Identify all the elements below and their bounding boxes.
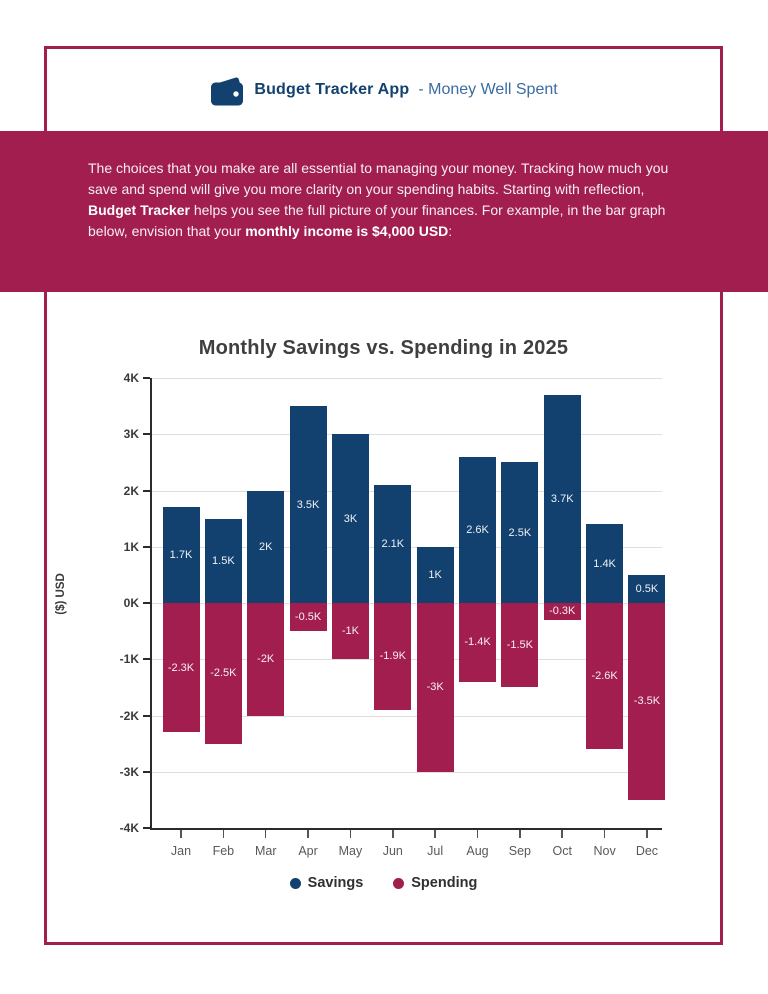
legend-label: Spending <box>411 875 478 891</box>
banner-bold-text: monthly income is $4,000 USD <box>245 223 449 239</box>
x-tick-mark <box>477 830 479 838</box>
legend-item-spending <box>393 875 477 891</box>
y-tick-mark <box>143 602 150 604</box>
x-tick-mark <box>604 830 606 838</box>
spending-bar-value-label: -0.5K <box>294 611 322 624</box>
x-axis-month-label: Oct <box>552 844 572 858</box>
x-axis-month-label: Apr <box>298 844 318 858</box>
chart-title: Monthly Savings vs. Spending in 2025 <box>198 337 569 359</box>
x-axis-line <box>150 828 662 830</box>
savings-bar-value-label: 3.5K <box>296 498 320 511</box>
x-tick-mark <box>392 830 394 838</box>
legend-dot-savings <box>290 878 301 889</box>
tagline-text: Money Well Spent <box>428 81 558 98</box>
savings-bar-value-label: 3K <box>343 512 358 525</box>
y-tick-label: 3K <box>123 427 139 442</box>
x-tick-mark <box>519 830 521 838</box>
banner-text: The choices that you make are all essential to managing your money. Tracking how much you save and spend will give you more clarity on your spending habits. Starting with reflection, <box>88 160 669 197</box>
y-tick-label: 4K <box>123 371 139 385</box>
x-axis-month-label: Sep <box>508 844 531 858</box>
app-tagline <box>418 81 557 99</box>
x-tick-mark <box>561 830 563 838</box>
intro-paragraph <box>88 158 688 242</box>
spending-bar-value-label: -2K <box>257 653 275 666</box>
banner-text: : <box>448 223 453 239</box>
y-tick-mark <box>143 377 150 379</box>
savings-bar-value-label: 2K <box>258 540 273 553</box>
x-axis-month-label: Jan <box>170 844 192 858</box>
y-tick-label: -4K <box>119 821 139 835</box>
x-tick-mark <box>265 830 267 838</box>
savings-bar-value-label: 3.7K <box>550 492 574 505</box>
spending-bar-value-label: -1.5K <box>506 639 534 652</box>
spending-bar-value-label: -2.6K <box>591 670 618 683</box>
y-tick-label: 0K <box>123 596 139 610</box>
x-tick-mark <box>180 830 182 838</box>
wallet-icon <box>209 75 245 107</box>
bar-chart-plot-area <box>119 371 662 858</box>
gridline <box>150 378 662 379</box>
y-tick-mark <box>143 546 150 548</box>
y-tick-mark <box>143 490 150 492</box>
x-tick-mark <box>307 830 309 838</box>
savings-bar-value-label: 0.5K <box>635 582 659 595</box>
savings-bar-value-label: 2.6K <box>466 523 489 536</box>
x-axis-month-label: Jun <box>382 844 403 858</box>
y-tick-mark <box>143 771 150 773</box>
x-axis-month-label: Jul <box>427 844 444 858</box>
y-tick-mark <box>143 433 150 435</box>
y-axis-title: ($) USD <box>55 573 67 615</box>
gridline <box>150 772 662 773</box>
x-axis-month-label: Nov <box>593 844 616 858</box>
app-title: Budget Tracker App <box>254 81 410 98</box>
content-card <box>44 46 723 945</box>
spending-bar-value-label: -1K <box>341 625 359 638</box>
app-header <box>47 49 720 131</box>
x-axis-month-label: Feb <box>212 844 235 858</box>
savings-bar-value-label: 1.5K <box>212 554 235 567</box>
x-axis-month-label: Dec <box>635 844 659 858</box>
y-tick-label: -2K <box>119 708 139 723</box>
gridline <box>150 434 662 435</box>
banner-bold-text: Budget Tracker <box>88 202 190 218</box>
y-tick-label: -3K <box>119 764 139 779</box>
x-tick-mark <box>434 830 436 838</box>
spending-bar-value-label: -2.5K <box>210 667 237 680</box>
banner-text: helps you see the full picture of your finances. For example, in the bar graph below, envision that your <box>88 202 666 239</box>
chart-legend <box>47 875 720 891</box>
y-tick-mark <box>143 827 150 829</box>
savings-bar-value-label: 2.5K <box>508 526 532 539</box>
x-axis-month-label: May <box>338 844 363 858</box>
y-tick-mark <box>143 715 150 717</box>
x-axis-month-label: Aug <box>466 844 489 858</box>
spending-bar-value-label: -1.4K <box>464 636 491 649</box>
savings-bar-value-label: 1.7K <box>169 549 193 562</box>
savings-bar-value-label: 1.4K <box>593 557 616 570</box>
savings-bar-value-label: 1K <box>428 568 442 581</box>
legend-dot-spending <box>393 878 404 889</box>
y-tick-mark <box>143 658 150 660</box>
y-tick-label: 1K <box>123 539 139 554</box>
spending-bar-value-label: -3K <box>426 681 444 694</box>
savings-bar-value-label: 2.1K <box>381 537 405 550</box>
spending-bar-value-label: -3.5K <box>633 695 661 708</box>
x-tick-mark <box>350 830 352 838</box>
x-tick-mark <box>223 830 225 838</box>
legend-item-savings <box>290 875 364 891</box>
intro-banner <box>0 131 768 292</box>
spending-bar-value-label: -1.9K <box>379 650 406 663</box>
spending-bar-value-label: -0.3K <box>549 605 576 618</box>
x-axis-month-label: Mar <box>254 844 277 858</box>
x-tick-mark <box>646 830 648 838</box>
title-separator: - <box>418 81 424 98</box>
spending-bar-value-label: -2.3K <box>167 661 195 674</box>
y-tick-label: -1K <box>119 652 139 667</box>
legend-label: Savings <box>307 875 364 891</box>
y-tick-label: 2K <box>123 483 139 498</box>
y-axis-line <box>150 378 152 830</box>
